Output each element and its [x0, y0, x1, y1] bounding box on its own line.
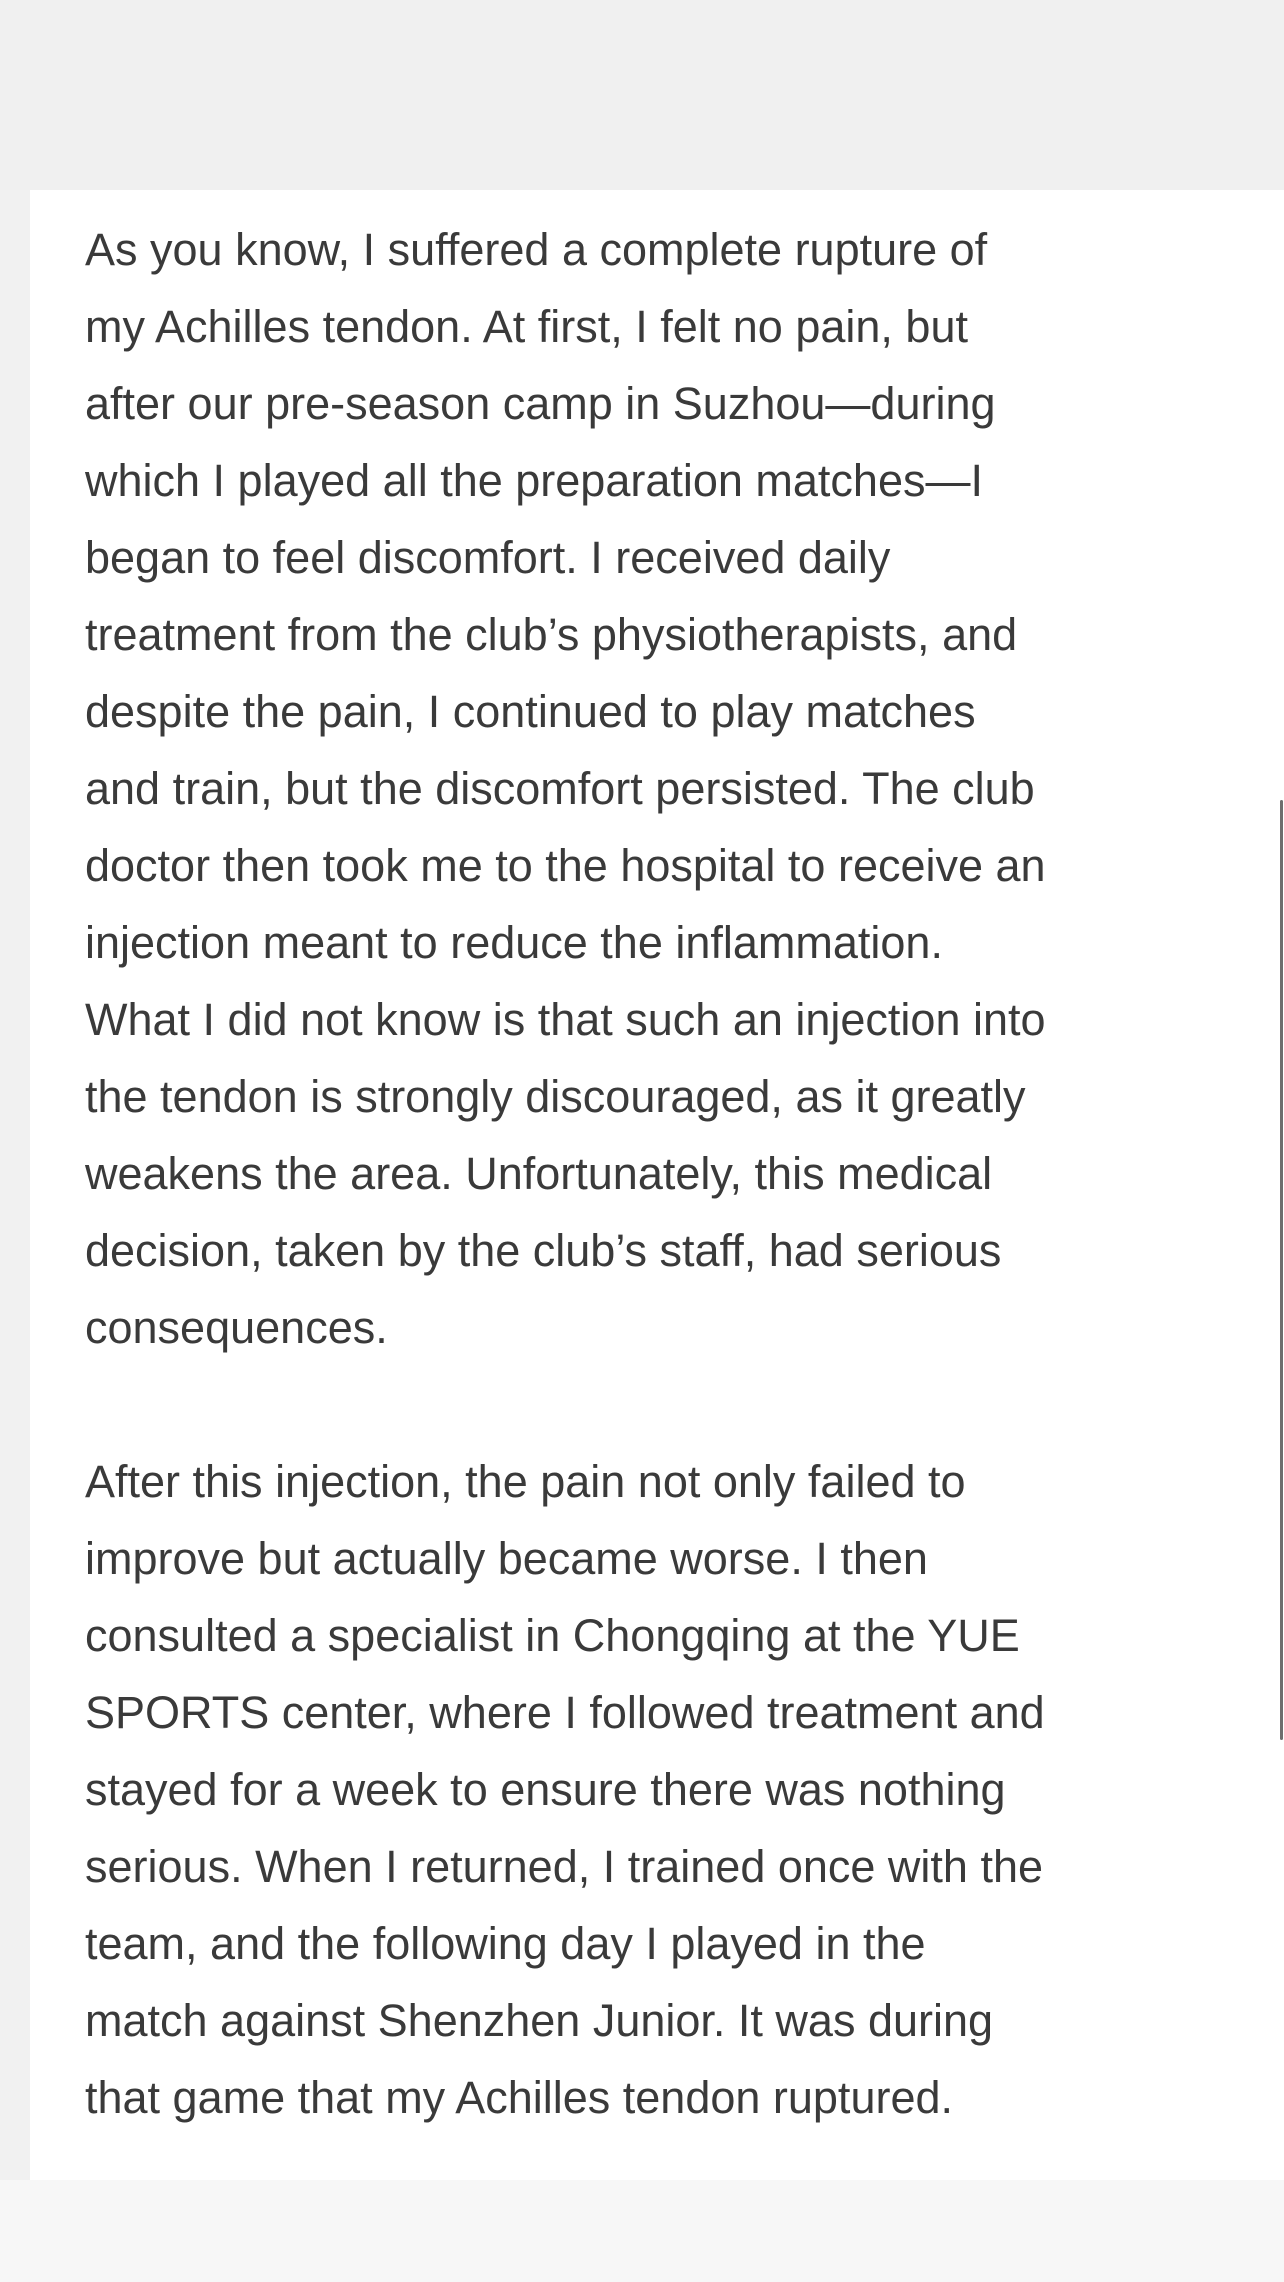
scrollbar-indicator[interactable]	[1280, 800, 1283, 1740]
paragraph-2: After this injection, the pain not only failed to improve but actually became worse. I then consulted a specialist in Chongqing at the YUE SPORTS center, where I followed treatment and stayed for a week to ensure there was nothing serious. When I returned, I trained once with the team, and the following day I played in the match against Shenzhen Junior. It was during that game that my Achilles tendon ruptured.	[85, 1456, 1045, 2123]
paragraph-1: As you know, I suffered a complete rupture of my Achilles tendon. At first, I felt no pain, but after our pre-season camp in Suzhou—during which I played all the preparation matches—I began to feel discomfort. I received daily treatment from the club’s physiotherapists, and despite the pain, I continued to play matches and train, but the discomfort persisted. The club doctor then took me to the hospital to receive an injection meant to reduce the inflammation. What I did not know is that such an injection into the tendon is strongly discouraged, as it greatly weakens the area. Unfortunately, this medical decision, taken by the club’s staff, had serious consequences.	[85, 224, 1046, 1353]
top-bar	[0, 0, 1284, 190]
bottom-area	[0, 2180, 1284, 2282]
paragraph-gap	[85, 1366, 1235, 1443]
document-body	[85, 211, 1235, 2136]
